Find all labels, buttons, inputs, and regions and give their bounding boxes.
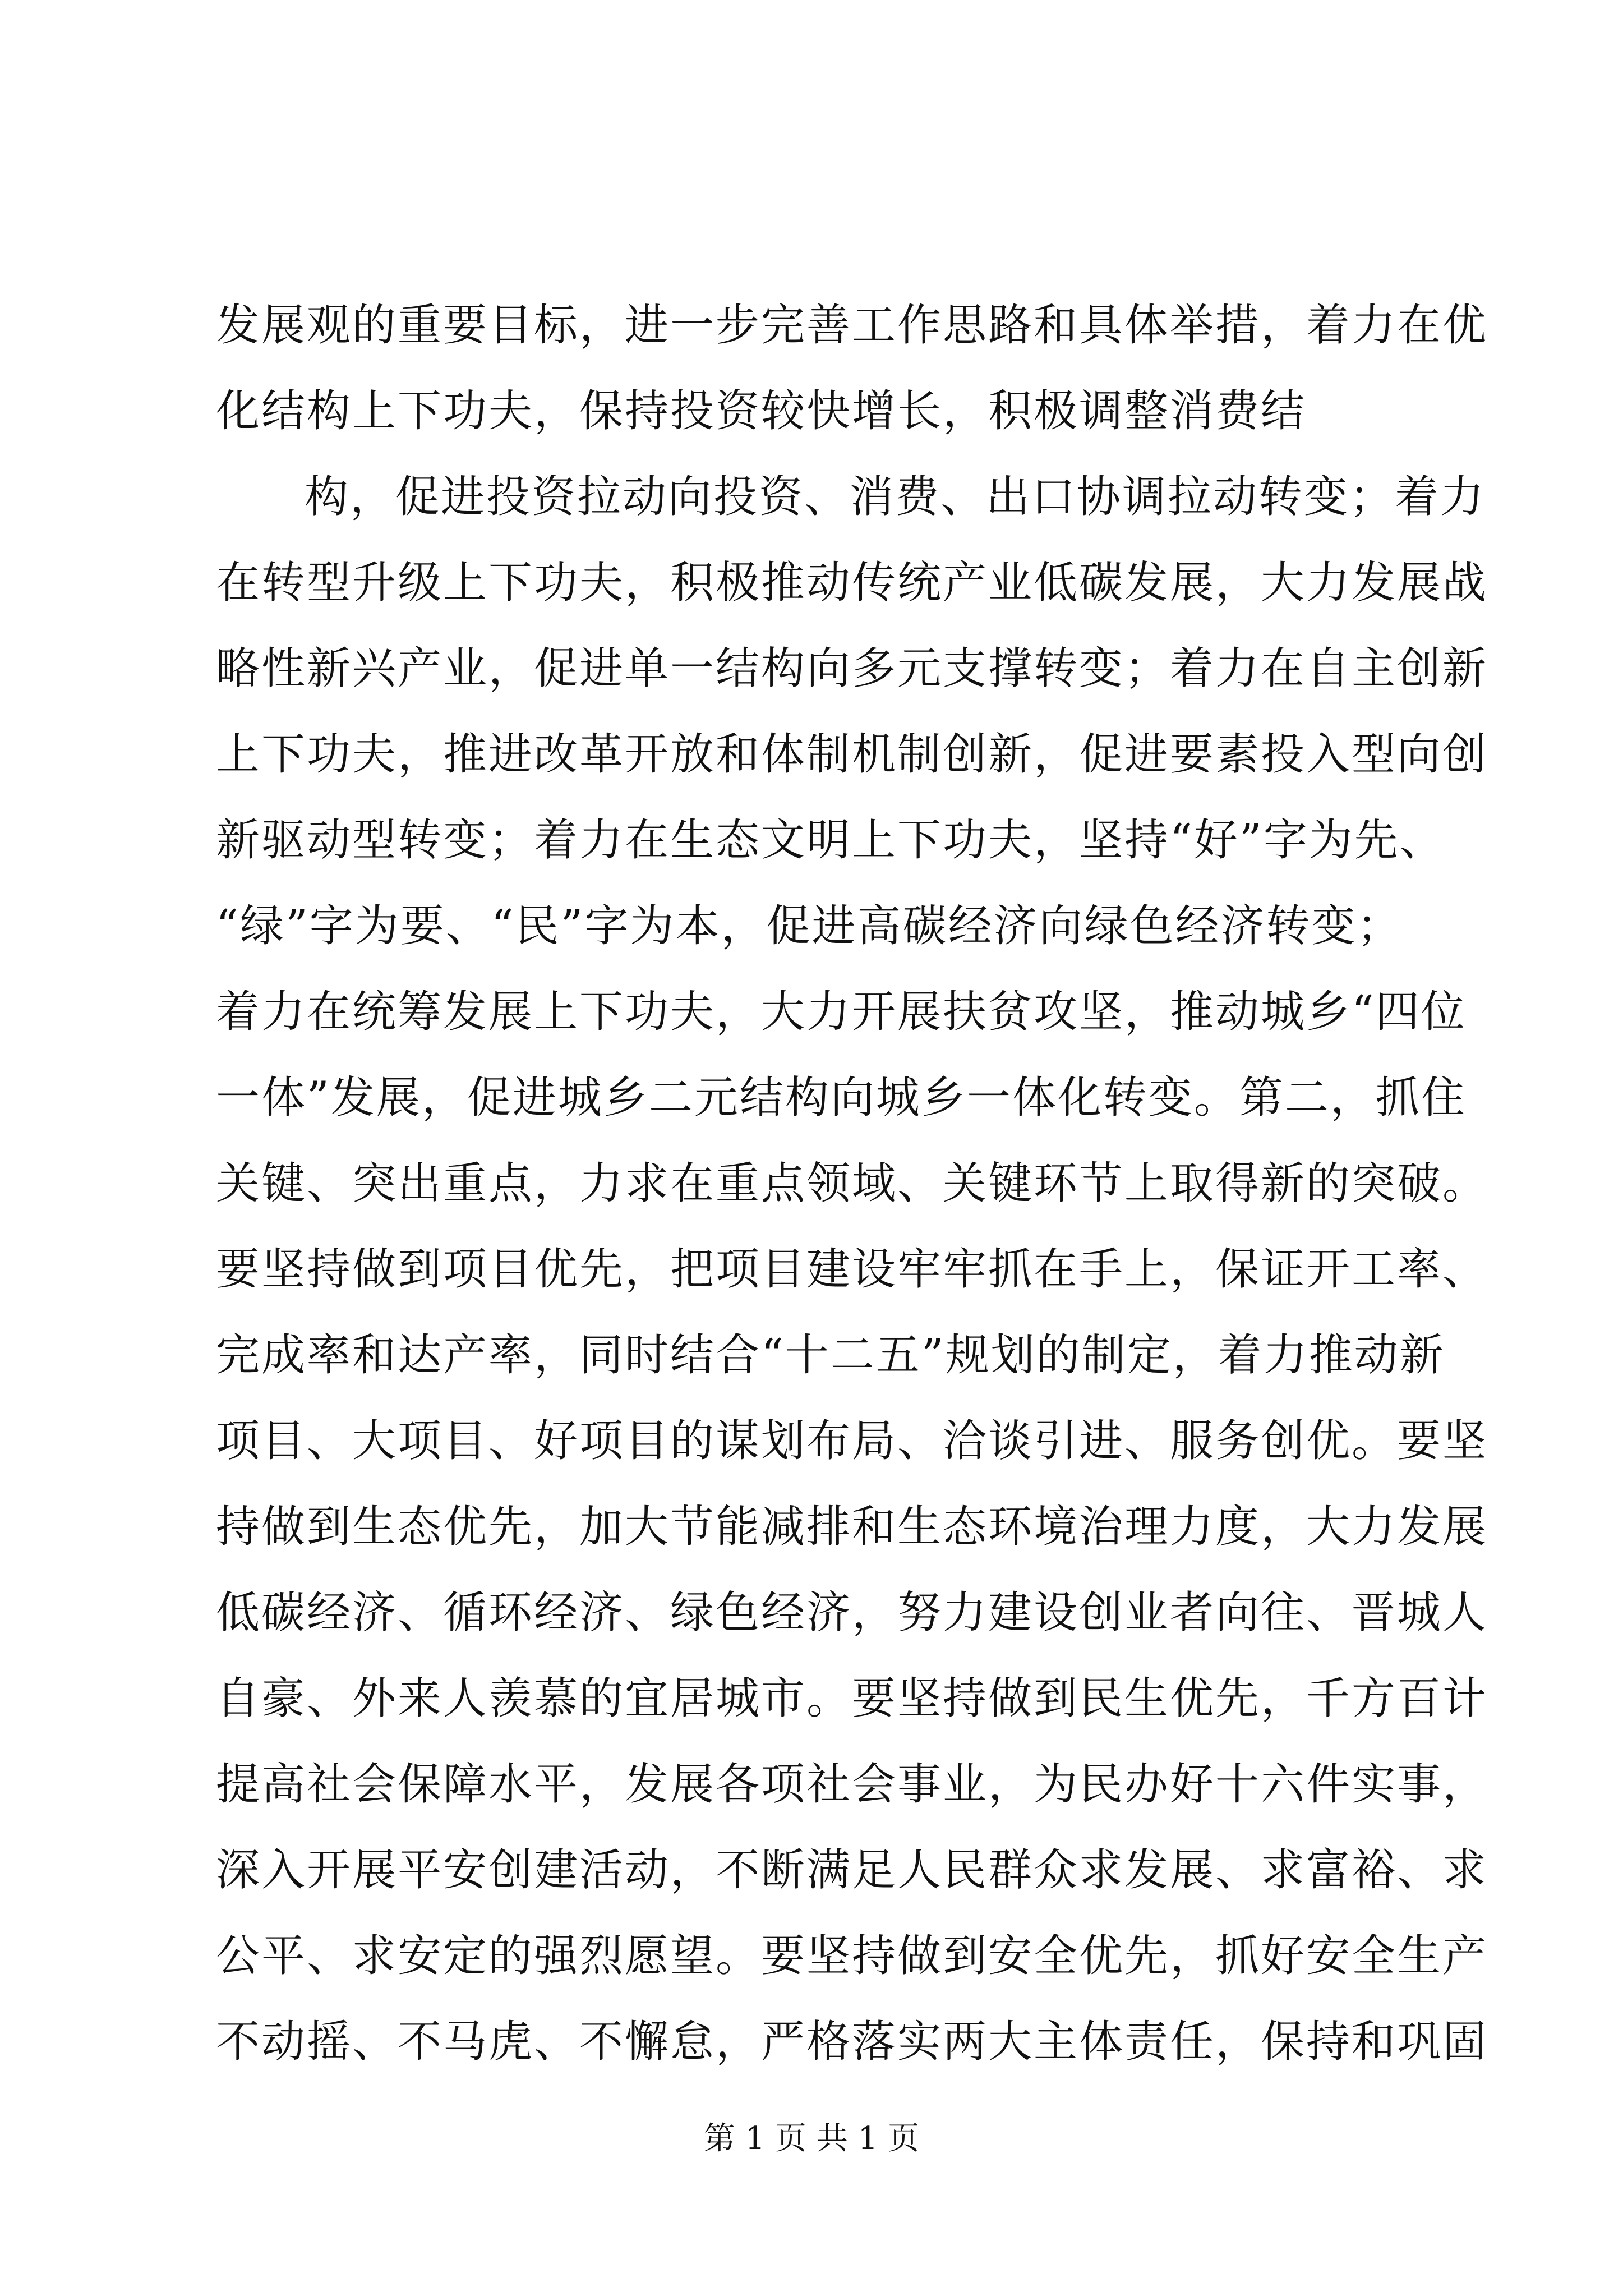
text-line: 略性新兴产业，促进单一结构向多元支撑转变；着力在自主创新 <box>216 643 1488 694</box>
body-text <box>216 297 1488 2100</box>
text-line: 一体”发展，促进城乡二元结构向城乡一体化转变。第二，抓住 <box>216 1073 1467 1123</box>
text-line: 低碳经济、循环经济、绿色经济，努力建设创业者向往、晋城人 <box>216 1588 1488 1638</box>
text-line: 要坚持做到项目优先，把项目建设牢牢抓在手上，保证开工率、 <box>216 1244 1488 1295</box>
text-line: 提高社会保障水平，发展各项社会事业，为民办好十六件实事， <box>216 1759 1488 1810</box>
page-footer <box>0 2119 1623 2159</box>
text-line: 公平、求安定的强烈愿望。要坚持做到安全优先，抓好安全生产 <box>216 1931 1488 1981</box>
text-line: 持做到生态优先，加大节能减排和生态环境治理力度，大力发展 <box>216 1502 1488 1552</box>
text-line: 完成率和达产率，同时结合“十二五”规划的制定，着力推动新 <box>216 1330 1445 1381</box>
text-line: “绿”字为要、“民”字为本，促进高碳经济向绿色经济转变； <box>216 901 1403 951</box>
text-line-indented: 构，促进投资拉动向投资、消费、出口协调拉动转变；着力 <box>305 472 1486 522</box>
text-line: 在转型升级上下功夫，积极推动传统产业低碳发展，大力发展战 <box>216 558 1488 608</box>
text-line: 关键、突出重点，力求在重点领域、关键环节上取得新的突破。 <box>216 1158 1488 1209</box>
text-line: 项目、大项目、好项目的谋划布局、洽谈引进、服务创优。要坚 <box>216 1416 1488 1466</box>
text-line: 上下功夫，推进改革开放和体制机制创新，促进要素投入型向创 <box>216 729 1488 780</box>
text-line: 深入开展平安创建活动，不断满足人民群众求发展、求富裕、求 <box>216 1845 1488 1895</box>
text-line: 不动摇、不马虎、不懈怠，严格落实两大主体责任，保持和巩固 <box>216 2017 1488 2067</box>
text-line: 着力在统筹发展上下功夫，大力开展扶贫攻坚，推动城乡“四位 <box>216 987 1467 1037</box>
text-line: 发展观的重要目标，进一步完善工作思路和具体举措，着力在优 <box>216 300 1488 351</box>
text-line: 化结构上下功夫，保持投资较快增长，积极调整消费结 <box>216 386 1307 436</box>
text-line: 新驱动型转变；着力在生态文明上下功夫，坚持“好”字为先、 <box>216 815 1445 866</box>
page-number-label: 第 1 页 共 1 页 <box>703 2120 920 2157</box>
text-line: 自豪、外来人羡慕的宜居城市。要坚持做到民生优先，千方百计 <box>216 1673 1488 1724</box>
